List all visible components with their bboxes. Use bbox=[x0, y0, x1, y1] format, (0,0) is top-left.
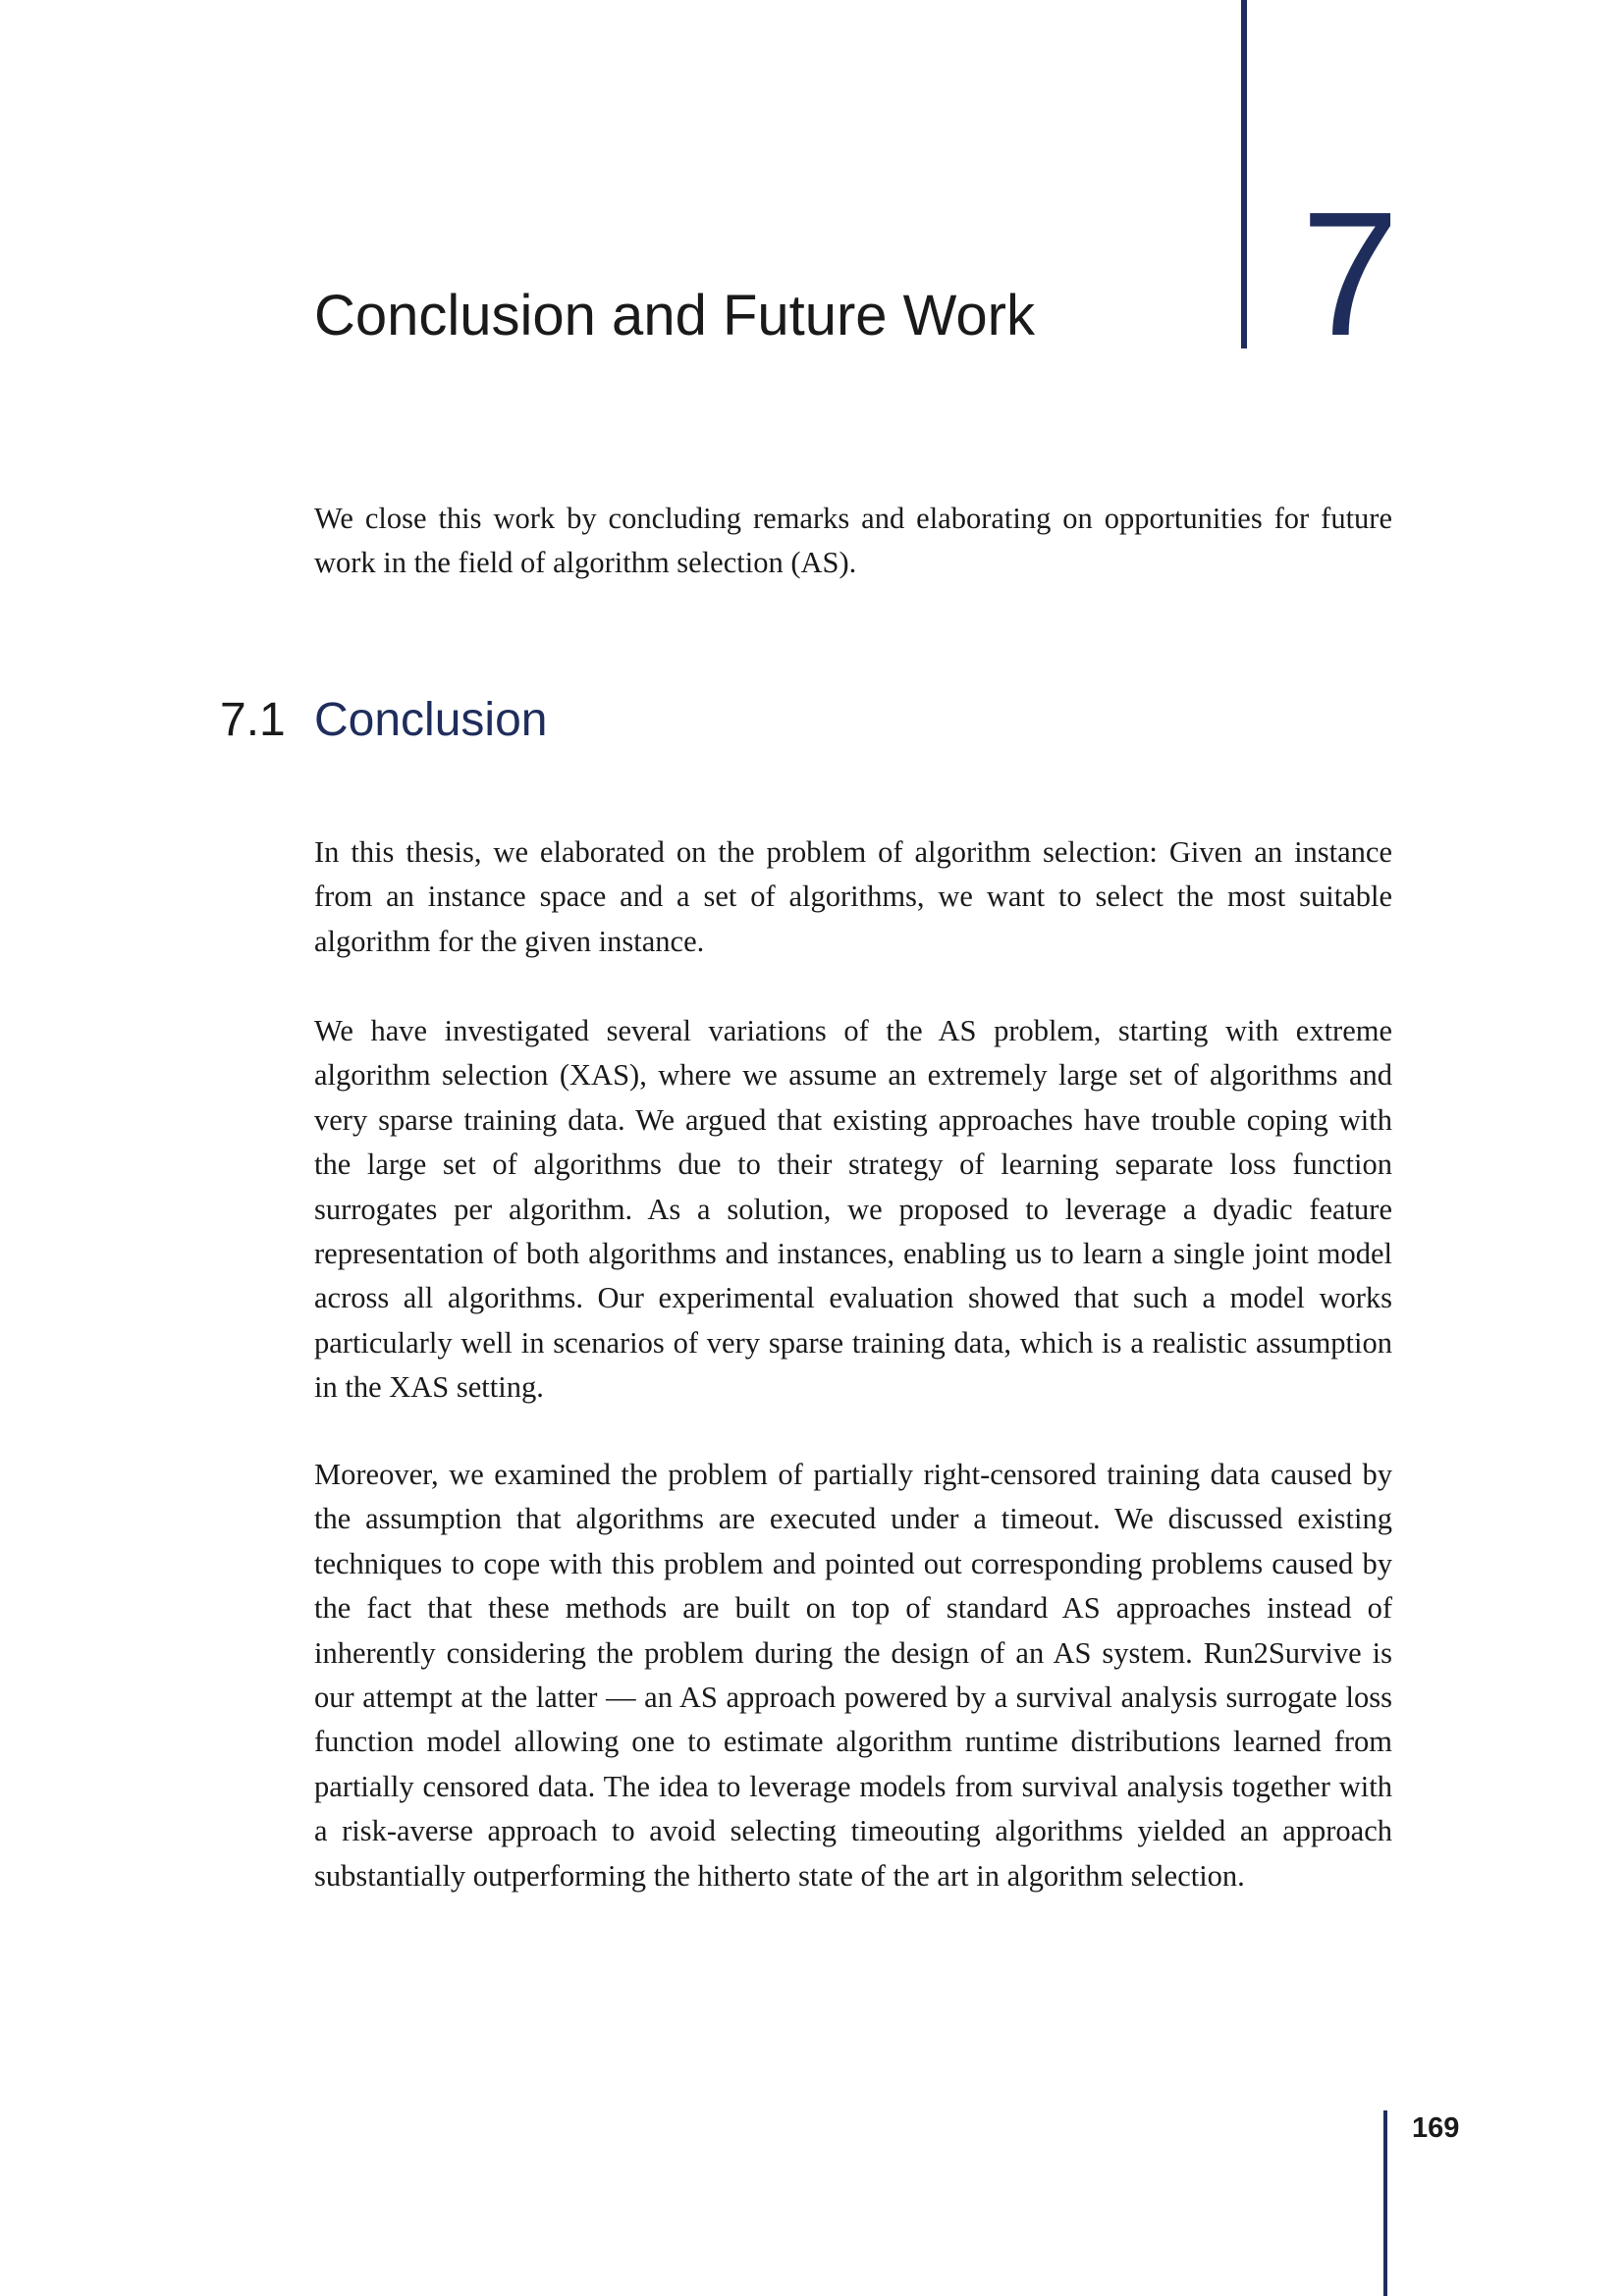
section-title: Conclusion bbox=[314, 694, 548, 746]
chapter-title: Conclusion and Future Work bbox=[314, 284, 1035, 347]
paragraph-3: Moreover, we examined the problem of partially right-censored training data caused by the assumption that algorithms are executed under a timeout. We discussed existing techniques to cope with this problem and pointed out corresponding problems caused by the fact that these methods are built on top of standard AS approaches instead of inherently considering the problem during the design of an AS system. Run2Survive is our attempt at the latter — an AS approach powered by a survival analysis surrogate loss function model allowing one to estimate algorithm runtime distributions learned from partially censored data. The idea to leverage models from survival analysis together with a risk-averse approach to avoid selecting timeouting algorithms yielded an approach substantially outperforming the hitherto state of the art in algorithm selection. bbox=[314, 1458, 1392, 1893]
chapter-number: 7 bbox=[1301, 176, 1400, 373]
intro-paragraph: We close this work by concluding remarks and elaborating on opportunities for future work in the field of algorithm selection (AS). bbox=[314, 502, 1392, 580]
paragraph-2: We have investigated several variations of the AS problem, starting with extreme algorithm selection (XAS), where we assume an extremely large set of algorithms and very sparse training data. We argued that existing approaches have trouble coping with the large set of algorithms due to their strategy of learning separate loss function surrogates per algorithm. As a solution, we proposed to leverage a dyadic feature representation of both algorithms and instances, enabling us to learn a single joint model across all algorithms. Our experimental evaluation showed that such a model works particularly well in scenarios of very sparse training data, which is a realistic assumption in the XAS setting. bbox=[314, 1014, 1392, 1405]
section-number: 7.1 bbox=[220, 694, 286, 746]
paragraph-1: In this thesis, we elaborated on the problem of algorithm selection: Given an instance from an instance space and a set of algorithms, we want to select the most suitable algorithm for the given instance. bbox=[314, 835, 1392, 958]
chapter-rule bbox=[1241, 0, 1247, 348]
section-heading bbox=[220, 693, 547, 747]
page-number: 169 bbox=[1412, 2112, 1460, 2144]
page-number-rule bbox=[1383, 2110, 1387, 2296]
